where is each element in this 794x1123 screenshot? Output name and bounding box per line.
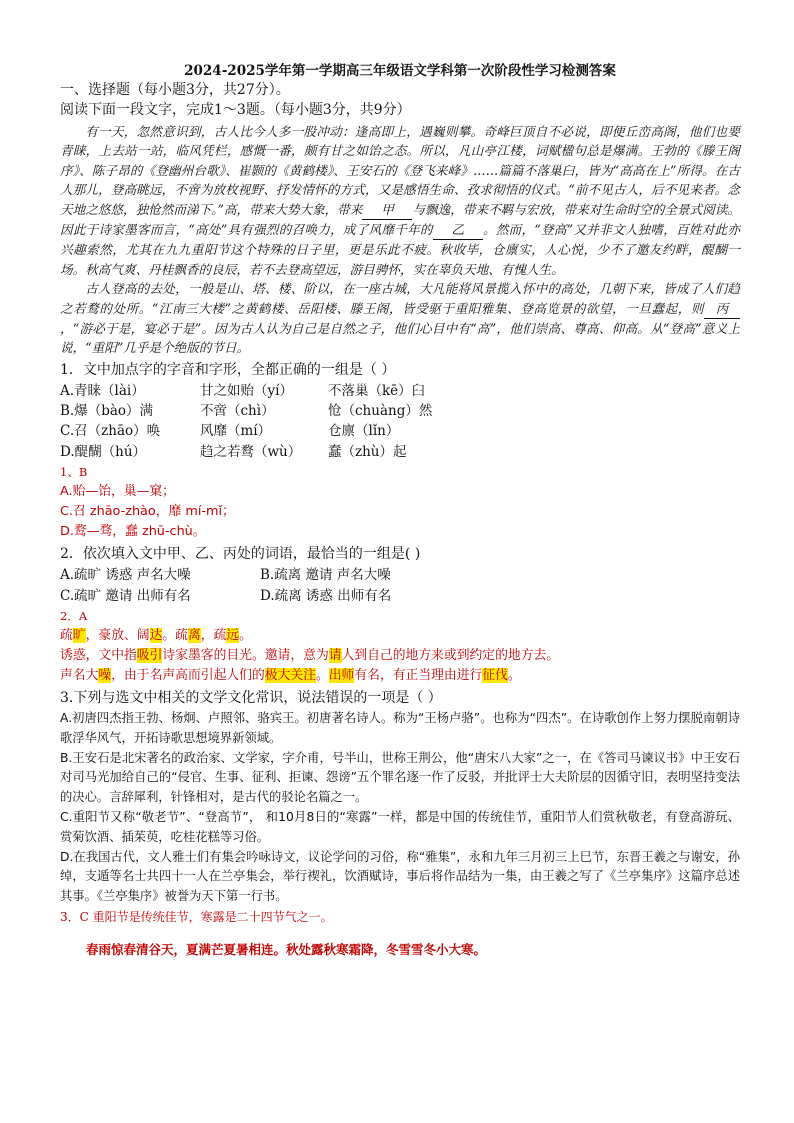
q3-option-c: C.重阳节又称“敬老节”、“登高节”， 和10月8日的“寒露”一样，都是中国的传统佳节，重阳节人们赏秋敬老，有登高游玩、赏菊饮酒、插茱萸，吃桂花糕等习俗。 <box>60 810 740 844</box>
blank-jia: 甲 <box>362 200 412 220</box>
passage-paragraph-2: 古人登高的去处，一般是山、塔、楼、阶以，在一座古城，大凡能将风景揽入怀中的高处，几朝下来，皆成了人们趋之若鹜的处所。“江南三大楼”之黄鹤楼、岳阳楼、滕王阁，皆受驱于重阳雅集、登高览景的欲望，一旦蠢起，则 丙，“游必于是，宴必于是”。因为古人认为自己是自然之子，他们心目中有“高”，他们崇高、尊高、仰高。从“登高”意义上说，“重阳”几乎是个绝版的节日。 <box>60 281 740 356</box>
q1-option-d-3: 蠢（zhù）起 <box>328 443 407 460</box>
section-heading: 一、选择题（每小题3分，共27分）。 <box>60 82 290 98</box>
q3-option-d: D.在我国古代，文人雅士们有集会吟咏诗文，议论学问的习俗，称“雅集”，永和九年三月初三上巳节，东晋王羲之与谢安，孙绰，支遁等名士共四十一人在兰亭集会，举行禊礼，饮酒赋诗，事后将作品结为一集，由王羲之写了《兰亭集序》这篇序总述其事。《兰亭集序》被誉为天下第一行书。 <box>60 849 740 904</box>
solar-terms-poem: 春雨惊春清谷天，夏满芒夏暑相连。秋处露秋寒霜降，冬雪雪冬小大寒。 <box>86 942 487 958</box>
passage-paragraph-1: 有一天，忽然意识到，古人比今人多一股冲动：逢高即上，遇巍则攀。奇峰巨顶自不必说，即便丘峦高阁，他们也要青睐，上去站一站，临风凭栏，感慨一番，颇有甘之如饴之态。所以，凡山亭江楼，词赋楹句总是爆满。王勃的《滕王阁序》、陈子昂的《登幽州台歌》、崔颢的《黄鹤楼》、王安石的《登飞来峰》……篇篇不落巢臼，皆为“高高在上”所得。在古人那儿，登高眺远，不啻为放枚视野、抒发情怀的方式，又是感悟生命、孜求彻悟的仪式。“前不见古人，后不见来者。念天地之悠悠，独怆然而涕下。”高，带来大势大象，带来 甲 与飘逸，带来不羁与宏放，带来对生命时空的全景式阅读。因此于诗家墨客而言，“高处”具有强烈的召唤力，成了风靡千年的 乙 。然而，“登高”又并非文人独嗜，百姓对此亦兴趣索然，尤其在九九重阳节这个特殊的日子里，更是乐此不疲。秋收毕，仓廪实，人心悦，少不了邀友约畔，醍醐一场。秋高气爽、丹桂飘香的良辰，若不去登高望远，游目骋怀，实在辜负天地、有愧人生。 <box>60 124 741 277</box>
question-3-answer: 3．C 重阳节是传统佳节，寒露是二十四节气之一。 <box>60 910 333 925</box>
q1-option-a-2: 甘之如贻（yí） <box>200 382 293 399</box>
q2-explanation-3: 声名大噪，由于名声高而引起人们的极大关注。出师有名，有正当理由进行征伐。 <box>60 668 521 684</box>
q1-option-d-1: D.醍醐（hú） <box>60 443 147 460</box>
blank-yi: 乙 <box>433 220 483 240</box>
q1-option-c-1: C.召（zhāo）唤 <box>60 423 161 440</box>
question-2-stem: 2．依次填入文中甲、乙、丙处的词语，最恰当的一组是( ) <box>60 546 421 563</box>
q1-option-d-2: 趋之若鹜（wù） <box>200 443 302 460</box>
q2-option-a: A.疏旷 诱惑 声名大噪 <box>60 567 191 584</box>
page-title: 2024-2025学年第一学期高三年级语文学科第一次阶段性学习检测答案 <box>184 63 616 79</box>
q2-option-b: B.疏离 邀请 声名大噪 <box>260 567 391 584</box>
q1-option-b-3: 怆（chuàng）然 <box>328 403 433 420</box>
question-3-stem: 3.下列与选文中相关的文学文化常识，说法错误的一项是（ ） <box>60 690 442 707</box>
q2-explanation-2: 诱惑，文中指吸引诗家墨客的目光。邀请，意为请人到自己的地方来或到约定的地方去。 <box>60 648 560 664</box>
reading-passage <box>60 122 740 358</box>
question-1-answer: 1、B <box>60 465 88 480</box>
question-1-options <box>60 381 740 462</box>
reading-instruction: 阅读下面一段文字，完成1～3题。（每小题3分，共9分） <box>60 102 411 118</box>
q1-option-c-3: 仓廪（lǐn） <box>328 423 400 440</box>
q2-option-d: D.疏离 诱惑 出师有名 <box>260 587 392 604</box>
q3-option-b: B.王安石是北宋著名的政治家、文学家，字介甫，号半山，世称王荆公，他“唐宋八大家”之一，在《答司马谏议书》中王安石对司马光加给自己的“侵官、生事、征利、拒谏、怨谤”五个罪名逐一作了反驳，并批评士大夫阶层的因循守旧，表明坚持变法的决心。言辞犀利，针锋相对，是古代的驳论名篇之一。 <box>60 750 740 805</box>
q2-option-c: C.疏旷 邀请 出师有名 <box>60 587 191 604</box>
question-2-answer: 2．A <box>60 609 88 624</box>
question-1-stem: 1．文中加点字的字音和字形，全都正确的一组是（ ） <box>60 361 396 378</box>
q1-option-b-2: 不啻（chì） <box>200 403 275 420</box>
answer-sheet <box>60 62 740 959</box>
blank-bing: 丙 <box>704 299 740 319</box>
q1-option-a-3: 不落巢（kē）臼 <box>328 382 426 399</box>
q1-option-b-1: B.爆（bào）满 <box>60 403 154 420</box>
q1-note-c: C.召 zhāo-zhào，靡 mí-mǐ； <box>60 504 235 520</box>
q1-option-c-2: 风靡（mí） <box>200 423 272 440</box>
q1-option-a-1: A.青睐（lài） <box>60 382 145 399</box>
question-2-options <box>60 565 740 606</box>
q2-explanation-1: 疏旷，豪放、阔达。疏离，疏远。 <box>60 628 252 644</box>
q1-note-d: D.鹜—骛，蠢 zhū-chù。 <box>60 524 206 540</box>
q3-option-a: A.初唐四杰指王勃、杨炯、卢照邻、骆宾王。初唐著名诗人。称为“王杨卢骆”。也称为“四杰”。在诗歌创作上努力摆脱南朝诗歌浮华风气，开拓诗歌思想境界新领域。 <box>60 711 740 745</box>
q1-note-a: A.贻—饴，巢—窠； <box>60 484 175 500</box>
